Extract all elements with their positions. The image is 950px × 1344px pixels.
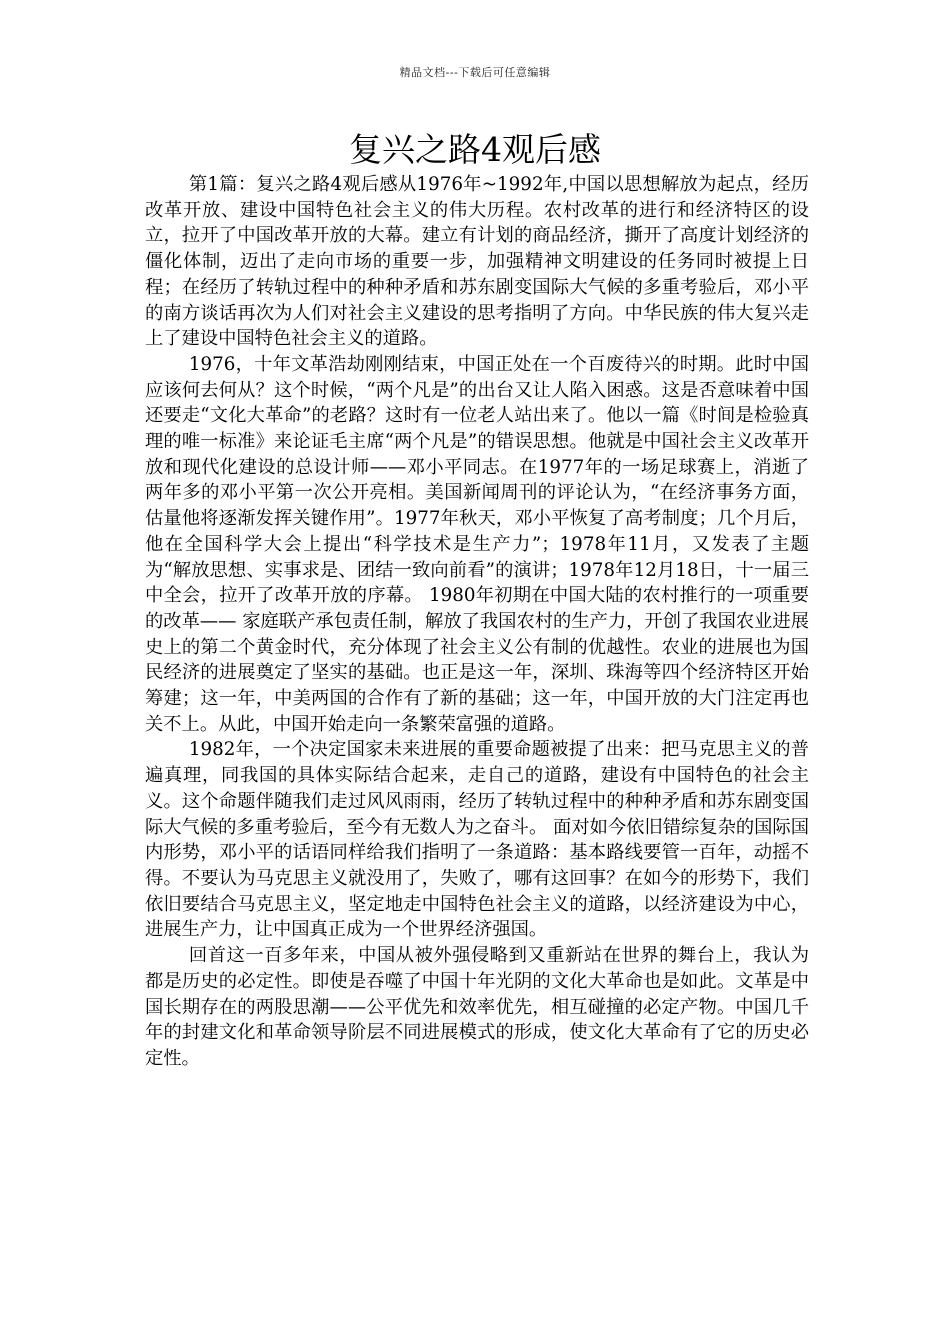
document-title: 复兴之路4观后感 bbox=[349, 130, 601, 169]
paragraph: 回首这一百多年来，中国从被外强侵略到又重新站在世界的舞台上，我认为都是历史的必定性。即使是吞噬了中国十年光阴的文化大革命也是如此。文革是中国长期存在的两股思潮——公平优先和效率优先，相互碰撞的必定产物。中国几千年的封建文化和革命领导阶层不同进展模式的形成，使文化大革命有了它的历史必定性。 bbox=[145, 945, 809, 1069]
header-note: 精品文档---下载后可任意编辑 bbox=[399, 66, 551, 79]
paragraph: 1982年，一个决定国家未来进展的重要命题被提了出来：把马克思主义的普遍真理，同我国的具体实际结合起来，走自己的道路，建设有中国特色的社会主义。这个命题伴随我们走过风风雨雨，经历了转轨过程中的种种矛盾和苏东剧变国际大气候的多重考验后，至今有无数人为之奋斗。 面对如今依旧错综复杂的国际国内形势，邓小平的话语同样给我们指明了一条道路：基本路线要管一百年，动摇不得。不要认为马克思主义就没用了，失败了，哪有这回事？在如今的形势下，我们依旧要结合马克思主义，坚定地走中国特色社会主义的道路，以经济建设为中心，进展生产力，让中国真正成为一个世界经济强国。 bbox=[145, 739, 809, 941]
paragraph: 第1篇：复兴之路4观后感从1976年~1992年,中国以思想解放为起点，经历改革开放、建设中国特色社会主义的伟大历程。农村改革的进行和经济特区的设立，拉开了中国改革开放的大幕。建立有计划的商品经济，撕开了高度计划经济的僵化体制，迈出了走向市场的重要一步，加强精神文明建设的任务同时被提上日程；在经历了转轨过程中的种种矛盾和苏东剧变国际大气候的多重考验后，邓小平的南方谈话再次为人们对社会主义建设的思考指明了方向。中华民族的伟大复兴走上了建设中国特色社会主义的道路。 bbox=[145, 174, 809, 350]
paragraph: 1976，十年文革浩劫刚刚结束，中国正处在一个百废待兴的时期。此时中国应该何去何从？这个时候，“两个凡是”的出台又让人陷入困惑。这是否意味着中国还要走“文化大革命”的老路？这时有一位老人站出来了。他以一篇《时间是检验真理的唯一标准》来论证毛主席“两个凡是”的错误思想。他就是中国社会主义改革开放和现代化建设的总设计师——邓小平同志。在1977年的一场足球赛上，消逝了两年多的邓小平第一次公开亮相。美国新闻周刊的评论认为，“在经济事务方面，估量他将逐渐发挥关键作用”。1977年秋天，邓小平恢复了高考制度；几个月后，他在全国科学大会上提出“科学技术是生产力”；1978年11月，又发表了主题为“解放思想、实事求是、团结一致向前看”的演讲；1978年12月18日，十一届三中全会，拉开了改革开放的序幕。 1980年初期在中国大陆的农村推行的一项重要的改革—— 家庭联产承包责任制，解放了我国农村的生产力，开创了我国农业进展史上的第二个黄金时代，充分体现了社会主义公有制的优越性。农业的进展也为国民经济的进展奠定了坚实的基础。也正是这一年，深圳、珠海等四个经济特区开始筹建；这一年，中美两国的合作有了新的基础；这一年，中国开放的大门注定再也关不上。从此，中国开始走向一条繁荣富强的道路。 bbox=[145, 353, 809, 735]
document-body bbox=[145, 172, 809, 1072]
